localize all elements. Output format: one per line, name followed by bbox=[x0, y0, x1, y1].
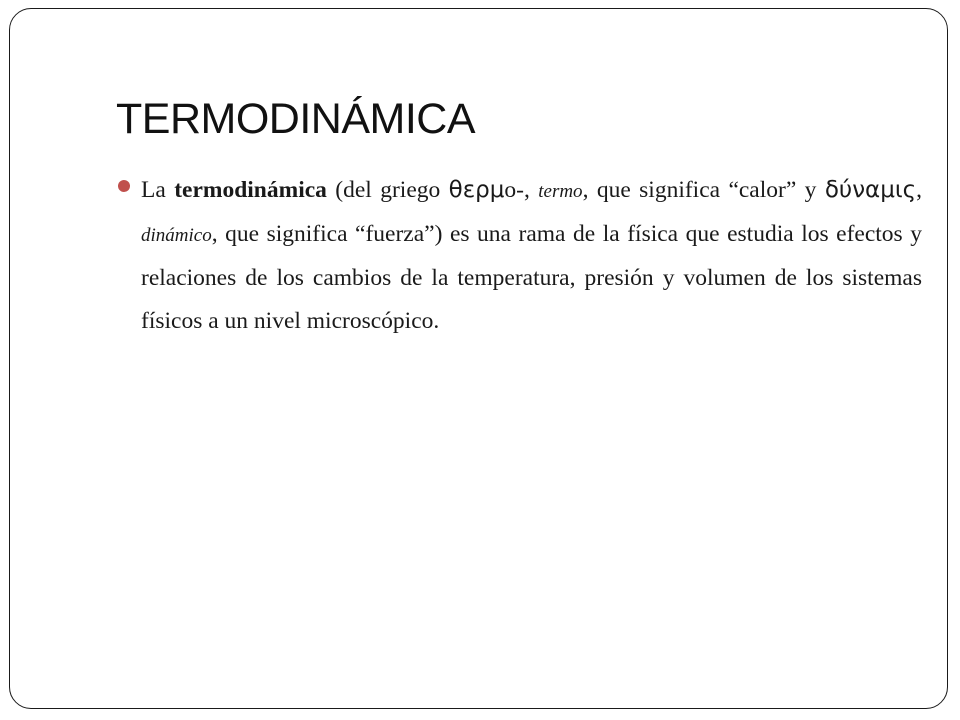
bold-term: termodinámica bbox=[174, 177, 327, 203]
text-segment: , bbox=[916, 177, 922, 203]
text-segment: La bbox=[141, 177, 175, 203]
text-segment: , que significa “fuerza”) es una rama de la física que estudia los efectos y relaciones de los cambios de la temperatura, presión y volumen de los sistemas físicos a un nivel microscópico. bbox=[141, 221, 922, 334]
paragraph bbox=[141, 169, 922, 343]
bullet-item bbox=[116, 169, 922, 343]
bullet-dot-icon bbox=[118, 180, 130, 192]
greek-word-dynamis: δύναμις bbox=[824, 177, 917, 203]
text-segment: o-, bbox=[504, 177, 539, 203]
slide-frame bbox=[9, 8, 948, 709]
greek-word-thermo: θερμ bbox=[448, 177, 505, 203]
text-segment: , que significa “calor” y bbox=[582, 177, 825, 203]
italic-termo: termo bbox=[538, 181, 583, 202]
italic-dinamico: dinámico bbox=[141, 225, 212, 246]
text-segment: (del griego bbox=[326, 177, 449, 203]
slide-title: TERMODINÁMICA bbox=[116, 95, 475, 143]
